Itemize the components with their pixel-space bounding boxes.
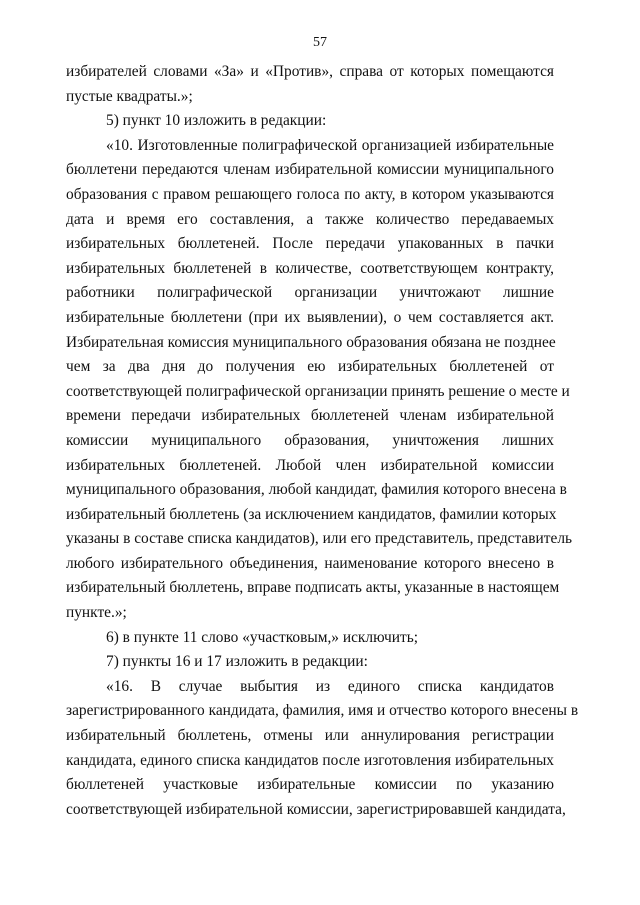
- text-line: пустые квадраты.»;: [66, 87, 193, 105]
- text-line: времени передачи избирательных бюллетеней членам избирательной: [66, 407, 554, 425]
- text-line: избирателей словами «За» и «Против», справа от которых помещаются: [66, 63, 554, 80]
- text-line: работники полиграфической организации уничтожают лишние: [66, 284, 554, 302]
- text-line: избирательный бюллетень (за исключением кандидатов, фамилии которых: [66, 505, 557, 523]
- page-number: 57: [313, 35, 327, 50]
- text-line: избирательных бюллетеней. После передачи упакованных в пачки: [66, 235, 554, 253]
- body-text: [66, 60, 579, 822]
- text-line: 7) пункты 16 и 17 изложить в редакции:: [106, 653, 368, 671]
- text-line: образования с правом решающего голоса по акту, в котором указываются: [66, 185, 554, 203]
- text-line: чем за два дня до получения ею избирательных бюллетеней от: [66, 358, 554, 376]
- text-line: избирательных бюллетеней. Любой член избирательной комиссии: [66, 456, 554, 474]
- text-line: избирательных бюллетеней в количестве, соответствующем контракту,: [66, 259, 554, 277]
- text-line: соответствующей полиграфической организации принять решение о месте и: [66, 382, 570, 400]
- text-line: Избирательная комиссия муниципального образования обязана не позднее: [66, 333, 556, 351]
- text-line: указаны в составе списка кандидатов), или его представитель, представитель: [66, 530, 573, 548]
- text-line: бюллетени передаются членам избирательной комиссии муниципального: [66, 161, 554, 179]
- text-line: бюллетеней участковые избирательные комиссии по указанию: [66, 776, 554, 794]
- text-line: кандидата, единого списка кандидатов после изготовления избирательных: [66, 751, 554, 769]
- text-line: пункте.»;: [66, 604, 127, 622]
- text-line: избирательный бюллетень, отмены или аннулирования регистрации: [66, 727, 554, 745]
- text-line: избирательный бюллетень, вправе подписать акты, указанные в настоящем: [66, 579, 560, 597]
- text-line: 6) в пункте 11 слово «участковым,» исключить;: [106, 628, 418, 646]
- text-line: «16. В случае выбытия из единого списка кандидатов: [106, 677, 554, 695]
- text-line: дата и время его составления, а также количество передаваемых: [66, 210, 554, 228]
- text-line: избирательные бюллетени (при их выявлении), о чем составляется акт.: [66, 308, 554, 326]
- text-line: зарегистрированного кандидата, фамилия, имя и отчество которого внесены в: [66, 702, 579, 720]
- text-line: соответствующей избирательной комиссии, зарегистрировавшей кандидата,: [66, 800, 566, 818]
- text-line: 5) пункт 10 изложить в редакции:: [106, 112, 327, 130]
- text-line: любого избирательного объединения, наименование которого внесено в: [66, 554, 554, 572]
- text-line: «10. Изготовленные полиграфической организацией избирательные: [106, 136, 554, 154]
- text-line: муниципального образования, любой кандидат, фамилия которого внесена в: [66, 481, 567, 499]
- text-line: комиссии муниципального образования, уничтожения лишних: [66, 431, 554, 449]
